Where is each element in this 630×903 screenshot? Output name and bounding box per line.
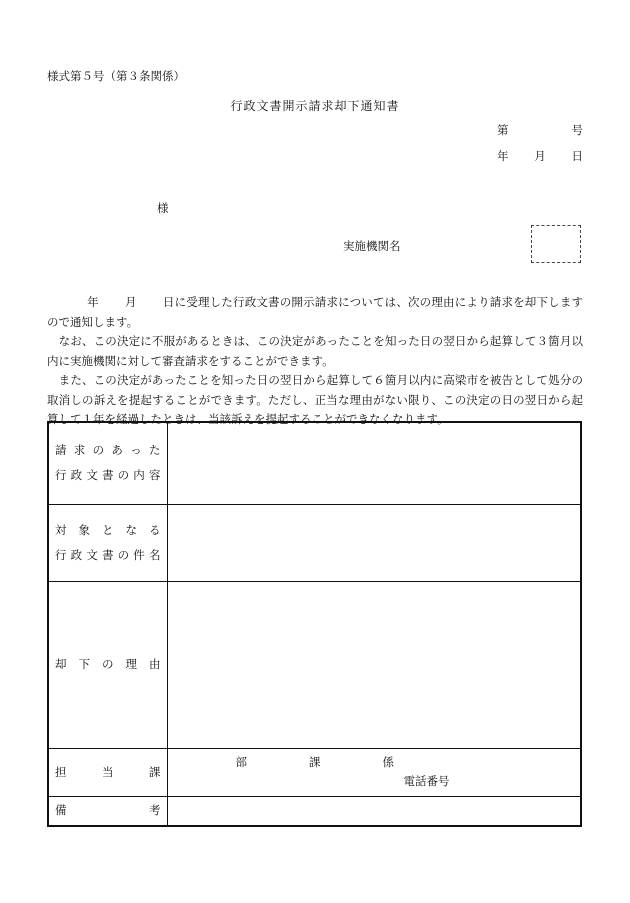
addressee: 様: [157, 201, 169, 215]
body-month: 月: [124, 295, 137, 309]
label-line: [55, 798, 161, 823]
table-row: [48, 748, 581, 796]
requested-content-field[interactable]: [167, 422, 581, 504]
label-char: 由: [149, 657, 161, 671]
label-char: 下: [78, 657, 90, 671]
label-line: [55, 438, 161, 463]
document-subject-field[interactable]: [167, 504, 581, 581]
remarks-field[interactable]: [167, 796, 581, 826]
document-number: [497, 122, 583, 138]
label-char: な: [125, 522, 137, 537]
label-char: る: [149, 522, 161, 537]
department-label: [48, 748, 167, 796]
label-line: [55, 543, 161, 568]
body-paragraph-1: [47, 293, 583, 332]
rejection-reason-label: [48, 581, 167, 748]
label-char: の: [102, 657, 114, 671]
phone-number-label: 電話番号: [403, 774, 450, 788]
department-kakari: 係: [382, 755, 394, 769]
label-line: [55, 652, 161, 677]
label-char: 課: [149, 764, 161, 779]
department-ka: 課: [309, 755, 321, 769]
form-number: 様式第５号（第３条関係）: [47, 69, 185, 83]
requested-content-label: [48, 422, 167, 504]
label-char: 象: [78, 522, 90, 537]
department-units: [168, 753, 581, 771]
body-text-1: 日に受理した行政文書の開示請求については、次の理由により請求を却下しますので通知します。: [47, 295, 584, 329]
label-char: っ: [130, 443, 142, 458]
number-suffix: 号: [571, 123, 583, 137]
label-char: 書: [101, 547, 114, 562]
label-char: の: [92, 443, 105, 458]
label-char: 内: [133, 468, 145, 483]
label-char: 書: [101, 468, 114, 483]
label-char: 文: [86, 547, 98, 562]
label-char: 政: [70, 547, 83, 562]
label-char: 名: [148, 547, 161, 562]
rejection-reason-field[interactable]: [167, 581, 581, 748]
label-char: の: [117, 547, 130, 562]
label-char: の: [117, 468, 130, 483]
document-date: [497, 148, 583, 164]
label-char: 件: [133, 547, 145, 562]
label-char: あ: [111, 443, 123, 458]
document-subject-label: [48, 504, 167, 581]
number-prefix: 第: [497, 123, 509, 137]
label-char: 求: [73, 443, 86, 458]
label-char: 請: [55, 443, 67, 458]
label-line: [55, 463, 161, 488]
label-char: 考: [149, 803, 161, 818]
label-char: 担: [55, 764, 67, 779]
seal-box: [531, 225, 581, 263]
label-char: 容: [148, 468, 161, 483]
table-row: [48, 422, 581, 504]
request-table: [47, 421, 582, 827]
table-row: [48, 581, 581, 748]
table-row: [48, 796, 581, 826]
label-line: [55, 518, 161, 543]
document-title: 行政文書開示請求却下通知書: [230, 99, 400, 113]
label-char: た: [148, 443, 161, 458]
label-char: 文: [86, 468, 98, 483]
label-line: [55, 760, 161, 785]
label-char: と: [102, 522, 114, 537]
body-year: 年: [87, 295, 99, 309]
date-year: 年: [497, 149, 509, 163]
date-month: 月: [534, 149, 546, 163]
department-field[interactable]: [167, 748, 581, 796]
label-char: 行: [55, 547, 67, 562]
body-text-2: なお、この決定に不服があるときは、この決定があったことを知った日の翌日から起算して３箇月以内に実施機関に対して審査請求をすることができます。: [47, 334, 583, 368]
body-paragraph-2: [47, 332, 583, 371]
label-char: 行: [55, 468, 67, 483]
notice-body: [47, 293, 583, 430]
label-char: 却: [55, 657, 67, 671]
label-char: 政: [70, 468, 83, 483]
department-bu: 部: [235, 755, 247, 769]
remarks-label: [48, 796, 167, 826]
organization-name-label: 実施機関名: [343, 239, 401, 253]
date-day: 日: [571, 149, 583, 163]
body-text-3: また、この決定があったことを知った日の翌日から起算して６箇月以内に高梁市を被告として処分の取消しの訴えを提起することができます。ただし、正当な理由がない限り、この決定の日の翌日から起算して１年を経過したときは、当該訴えを提起することができなくなります。: [47, 373, 583, 426]
table-row: [48, 504, 581, 581]
label-char: 対: [55, 522, 67, 537]
label-char: 理: [125, 657, 137, 671]
label-char: 当: [102, 764, 114, 779]
label-char: 備: [55, 803, 67, 818]
